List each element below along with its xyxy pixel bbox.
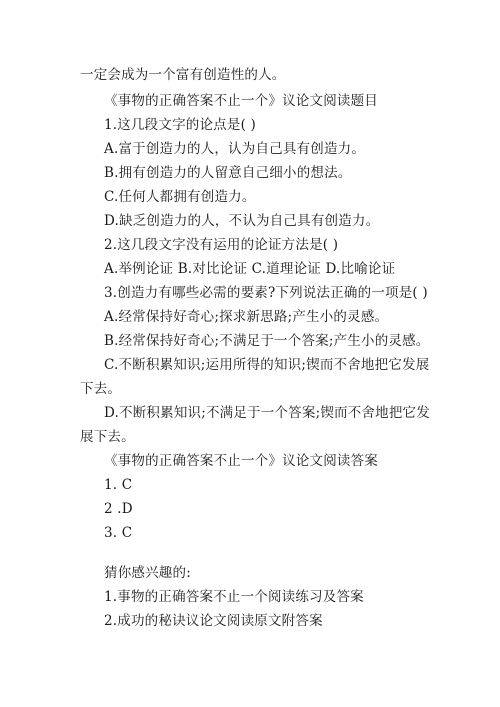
q3-option-d: D.不断积累知识;不满足于一个答案;锲而不舍地把它发	[104, 405, 430, 421]
question-2: 2.这几段文字没有运用的论证方法是( )	[104, 237, 339, 253]
q3-option-c: C.不断积累知识;运用所得的知识;锲而不舍地把它发展	[104, 357, 430, 373]
q2-options: A.举例论证 B.对比论证 C.道理论证 D.比喻论证	[104, 261, 396, 277]
section-title-answers: 《事物的正确答案不止一个》议论文阅读答案	[104, 453, 378, 469]
q3-option-d-cont: 展下去。	[80, 429, 135, 445]
continuation-text: 一定会成为一个富有创造性的人。	[80, 67, 286, 83]
section-title-questions: 《事物的正确答案不止一个》议论文阅读题目	[104, 93, 378, 109]
related-link-1[interactable]: 1.事物的正确答案不止一个阅读练习及答案	[104, 589, 364, 605]
answer-3: 3. C	[104, 525, 133, 541]
related-heading: 猜你感兴趣的:	[104, 565, 191, 581]
q3-option-b: B.经常保持好奇心;不满足于一个答案;产生小的灵感。	[104, 333, 430, 349]
question-3: 3.创造力有哪些必需的要素?下列说法正确的一项是( )	[104, 285, 428, 301]
q1-option-d: D.缺乏创造力的人，不认为自己具有创造力。	[104, 213, 380, 229]
q1-option-c: C.任何人都拥有创造力。	[104, 189, 256, 205]
q3-option-a: A.经常保持好奇心;探求新思路;产生小的灵感。	[104, 309, 389, 325]
answer-1: 1. C	[104, 477, 133, 493]
q1-option-a: A.富于创造力的人，认为自己具有创造力。	[104, 141, 366, 157]
q3-option-c-cont: 下去。	[80, 381, 122, 397]
question-1: 1.这几段文字的论点是( )	[104, 117, 257, 133]
related-link-2[interactable]: 2.成功的秘诀议论文阅读原文附答案	[104, 613, 323, 629]
q1-option-b: B.拥有创造力的人留意自己细小的想法。	[104, 165, 352, 181]
answer-2: 2 .D	[104, 501, 133, 517]
